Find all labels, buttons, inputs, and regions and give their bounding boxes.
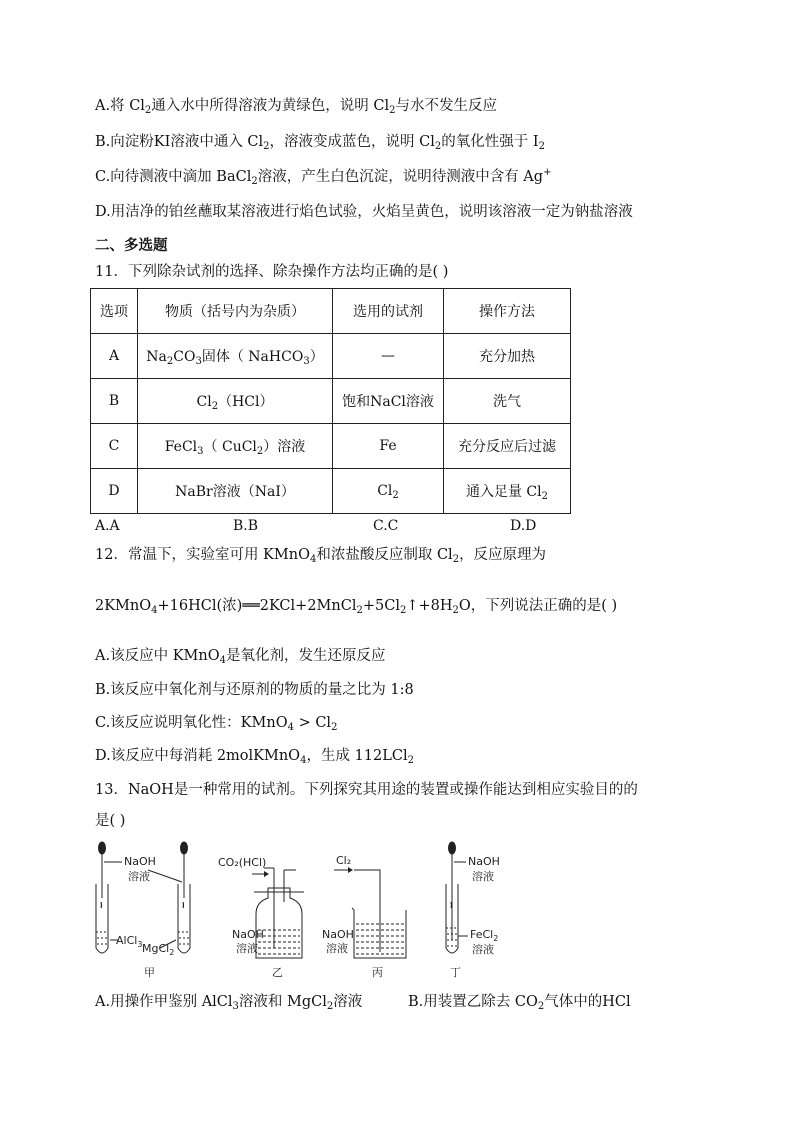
text: 的氧化性强于 I (441, 134, 539, 150)
subscript: 2 (326, 1001, 334, 1012)
label-solution: 溶液 (472, 943, 494, 956)
text: ）溶液 (263, 439, 306, 455)
label-naoh: NaOH (322, 928, 354, 941)
text: O，下列说法正确的是( ) (458, 598, 618, 614)
subscript: 4 (287, 722, 294, 733)
subscript: 2 (541, 491, 548, 502)
text: Na (146, 349, 167, 365)
choice-b[interactable]: B.B (233, 518, 259, 534)
text: FeCl (164, 439, 198, 455)
subscript: 2 (407, 755, 414, 766)
method-cell (444, 469, 571, 514)
text: A.将 Cl (95, 98, 145, 114)
header-cell: 选项 (91, 289, 138, 334)
subscript: 2 (399, 605, 407, 616)
label-solution: 溶液 (326, 942, 348, 955)
subscript: 2 (211, 401, 219, 412)
header-cell: 物质（括号内为杂质） (138, 289, 333, 334)
option-cell: C (91, 424, 138, 469)
label-fecl2: FeCl$_2$ (470, 928, 499, 943)
caption-jia: 甲 (144, 966, 155, 979)
reagent-cell: — (333, 334, 444, 379)
text: +5Cl (362, 598, 400, 614)
q12-stem (95, 545, 546, 565)
q12-option-c (95, 713, 337, 733)
q12-option-b: B.该反应中氧化剂与还原剂的物质的量之比为 1:8 (95, 682, 414, 698)
text: （HCl） (218, 394, 274, 410)
text: 溶液和 MgCl (238, 994, 327, 1010)
caption-bing: 丙 (372, 966, 383, 979)
q11-stem: 11．下列除杂试剂的选择、除杂操作方法均正确的是( ) (95, 264, 449, 280)
text: +16HCl(浓)══2KCl+2MnCl (157, 598, 357, 614)
choice-a[interactable]: A.A (95, 518, 120, 534)
text: D.用洁净的铂丝蘸取某溶液进行焰色试验，火焰呈黄色，说明该溶液一定为钠盐溶液 (95, 204, 633, 220)
setup-yi (252, 868, 304, 958)
substance-cell (138, 424, 333, 469)
reagent-cell: 饱和NaCl溶液 (333, 379, 444, 424)
q13-stem-line2: 是( ) (95, 813, 126, 829)
text: （ CuCl (203, 439, 257, 455)
text: 溶液，产生白色沉淀，说明待测液中含有 Ag (257, 169, 544, 185)
text: 溶液 (333, 994, 363, 1010)
text: ，生成 112LCl (306, 748, 408, 764)
text: ↑+8H (406, 598, 453, 614)
text: 和浓盐酸反应制取 Cl (316, 547, 453, 563)
method-cell: 充分反应后过滤 (444, 424, 571, 469)
subscript: 2 (256, 446, 264, 457)
label-co2-hcl: CO₂(HCl) (218, 856, 267, 869)
subscript: 4 (309, 554, 317, 565)
label-mgcl2: MgCl$_2$ (142, 942, 175, 957)
subscript: 2 (251, 176, 258, 187)
q13-stem-line1: 13．NaOH是一种常用的试剂。下列探究其用途的装置或操作能达到相应实验目的的 (95, 782, 638, 798)
subscript: 4 (300, 755, 307, 766)
setup-ding (446, 842, 468, 953)
label-naoh: NaOH (468, 855, 500, 868)
text: C.该反应说明氧化性：KMnO (95, 715, 288, 731)
substance-cell: NaBr溶液（NaI） (138, 469, 333, 514)
subscript: 3 (197, 446, 204, 457)
label-naoh: NaOH (232, 928, 264, 941)
table-row (91, 334, 571, 379)
method-cell: 洗气 (444, 379, 571, 424)
substance-cell (138, 334, 333, 379)
section-title: 二、多选题 (95, 238, 168, 254)
substance-cell (138, 379, 333, 424)
subscript: 2 (331, 722, 338, 733)
text: Cl (196, 394, 212, 410)
q12-option-a (95, 646, 385, 666)
subscript: 2 (389, 105, 396, 116)
text: 2KMnO (95, 598, 152, 614)
q13-option-a (95, 992, 362, 1012)
subscript: 3 (303, 356, 310, 367)
text: ，反应原理为 (459, 547, 547, 563)
q12-option-d (95, 746, 414, 766)
label-alcl3: AlCl$_3$ (116, 934, 143, 949)
table-header-row (91, 289, 571, 334)
table-row (91, 469, 571, 514)
subscript: 3 (232, 1001, 239, 1012)
text: 与水不发生反应 (395, 98, 498, 114)
q11-table (90, 288, 571, 514)
choice-c[interactable]: C.C (373, 518, 399, 534)
table-row (91, 424, 571, 469)
text: 通入水中所得溶液为黄绿色，说明 Cl (151, 98, 390, 114)
table-row (91, 379, 571, 424)
subscript: 4 (151, 605, 158, 616)
text: CO (173, 349, 196, 365)
text: 通入足量 Cl (465, 484, 542, 500)
choice-d[interactable]: D.D (510, 518, 537, 534)
subscript: 2 (452, 605, 459, 616)
text: ，溶液变成蓝色，说明 Cl (269, 134, 435, 150)
label-naoh: NaOH (124, 855, 156, 868)
text: A.该反应中 KMnO (95, 648, 220, 664)
label-solution: 溶液 (236, 942, 258, 955)
subscript: 2 (166, 356, 174, 367)
text: D.该反应中每消耗 2molKMnO (95, 748, 301, 764)
apparatus-figure (88, 840, 508, 985)
text: 是氧化剂，发生还原反应 (225, 648, 386, 664)
label-solution: 溶液 (472, 870, 494, 883)
text: B.向淀粉KI溶液中通入 Cl (95, 134, 264, 150)
option-cell: D (91, 469, 138, 514)
q12-equation (95, 594, 617, 615)
q10-option-d (95, 202, 633, 222)
subscript: 2 (144, 105, 152, 116)
reagent-cell: Fe (333, 424, 444, 469)
header-cell: 选用的试剂 (333, 289, 444, 334)
subscript: 2 (356, 605, 363, 616)
text: 12．常温下，实验室可用 KMnO (95, 547, 310, 563)
q13-option-b (408, 992, 631, 1012)
subscript: 4 (219, 655, 226, 666)
text: A.用操作甲鉴别 AlCl (95, 994, 233, 1010)
header-cell: 操作方法 (444, 289, 571, 334)
option-cell: A (91, 334, 138, 379)
text: B.用装置乙除去 CO (408, 994, 538, 1010)
text: 固体（ NaHCO (201, 349, 304, 365)
option-cell: B (91, 379, 138, 424)
subscript: 2 (537, 1001, 545, 1012)
text: C.向待测液中滴加 BaCl (95, 169, 252, 185)
subscript: 2 (434, 141, 442, 152)
q10-option-a (95, 96, 497, 116)
text: Cl (377, 483, 393, 499)
subscript: 2 (392, 490, 399, 501)
q10-option-c (95, 167, 551, 187)
subscript: 2 (538, 141, 545, 152)
label-cl2: Cl₂ (336, 854, 352, 867)
subscript: 2 (263, 141, 270, 152)
subscript: 2 (452, 554, 460, 565)
text: 气体中的HCl (544, 994, 631, 1010)
caption-yi: 乙 (272, 966, 283, 979)
reagent-cell (333, 469, 444, 514)
q10-option-b (95, 132, 545, 152)
text: > Cl (293, 715, 332, 731)
text: ） (309, 349, 324, 365)
caption-ding: 丁 (450, 966, 461, 979)
subscript: 3 (195, 356, 202, 367)
label-solution: 溶液 (128, 870, 150, 883)
method-cell: 充分加热 (444, 334, 571, 379)
superscript: + (543, 167, 552, 178)
